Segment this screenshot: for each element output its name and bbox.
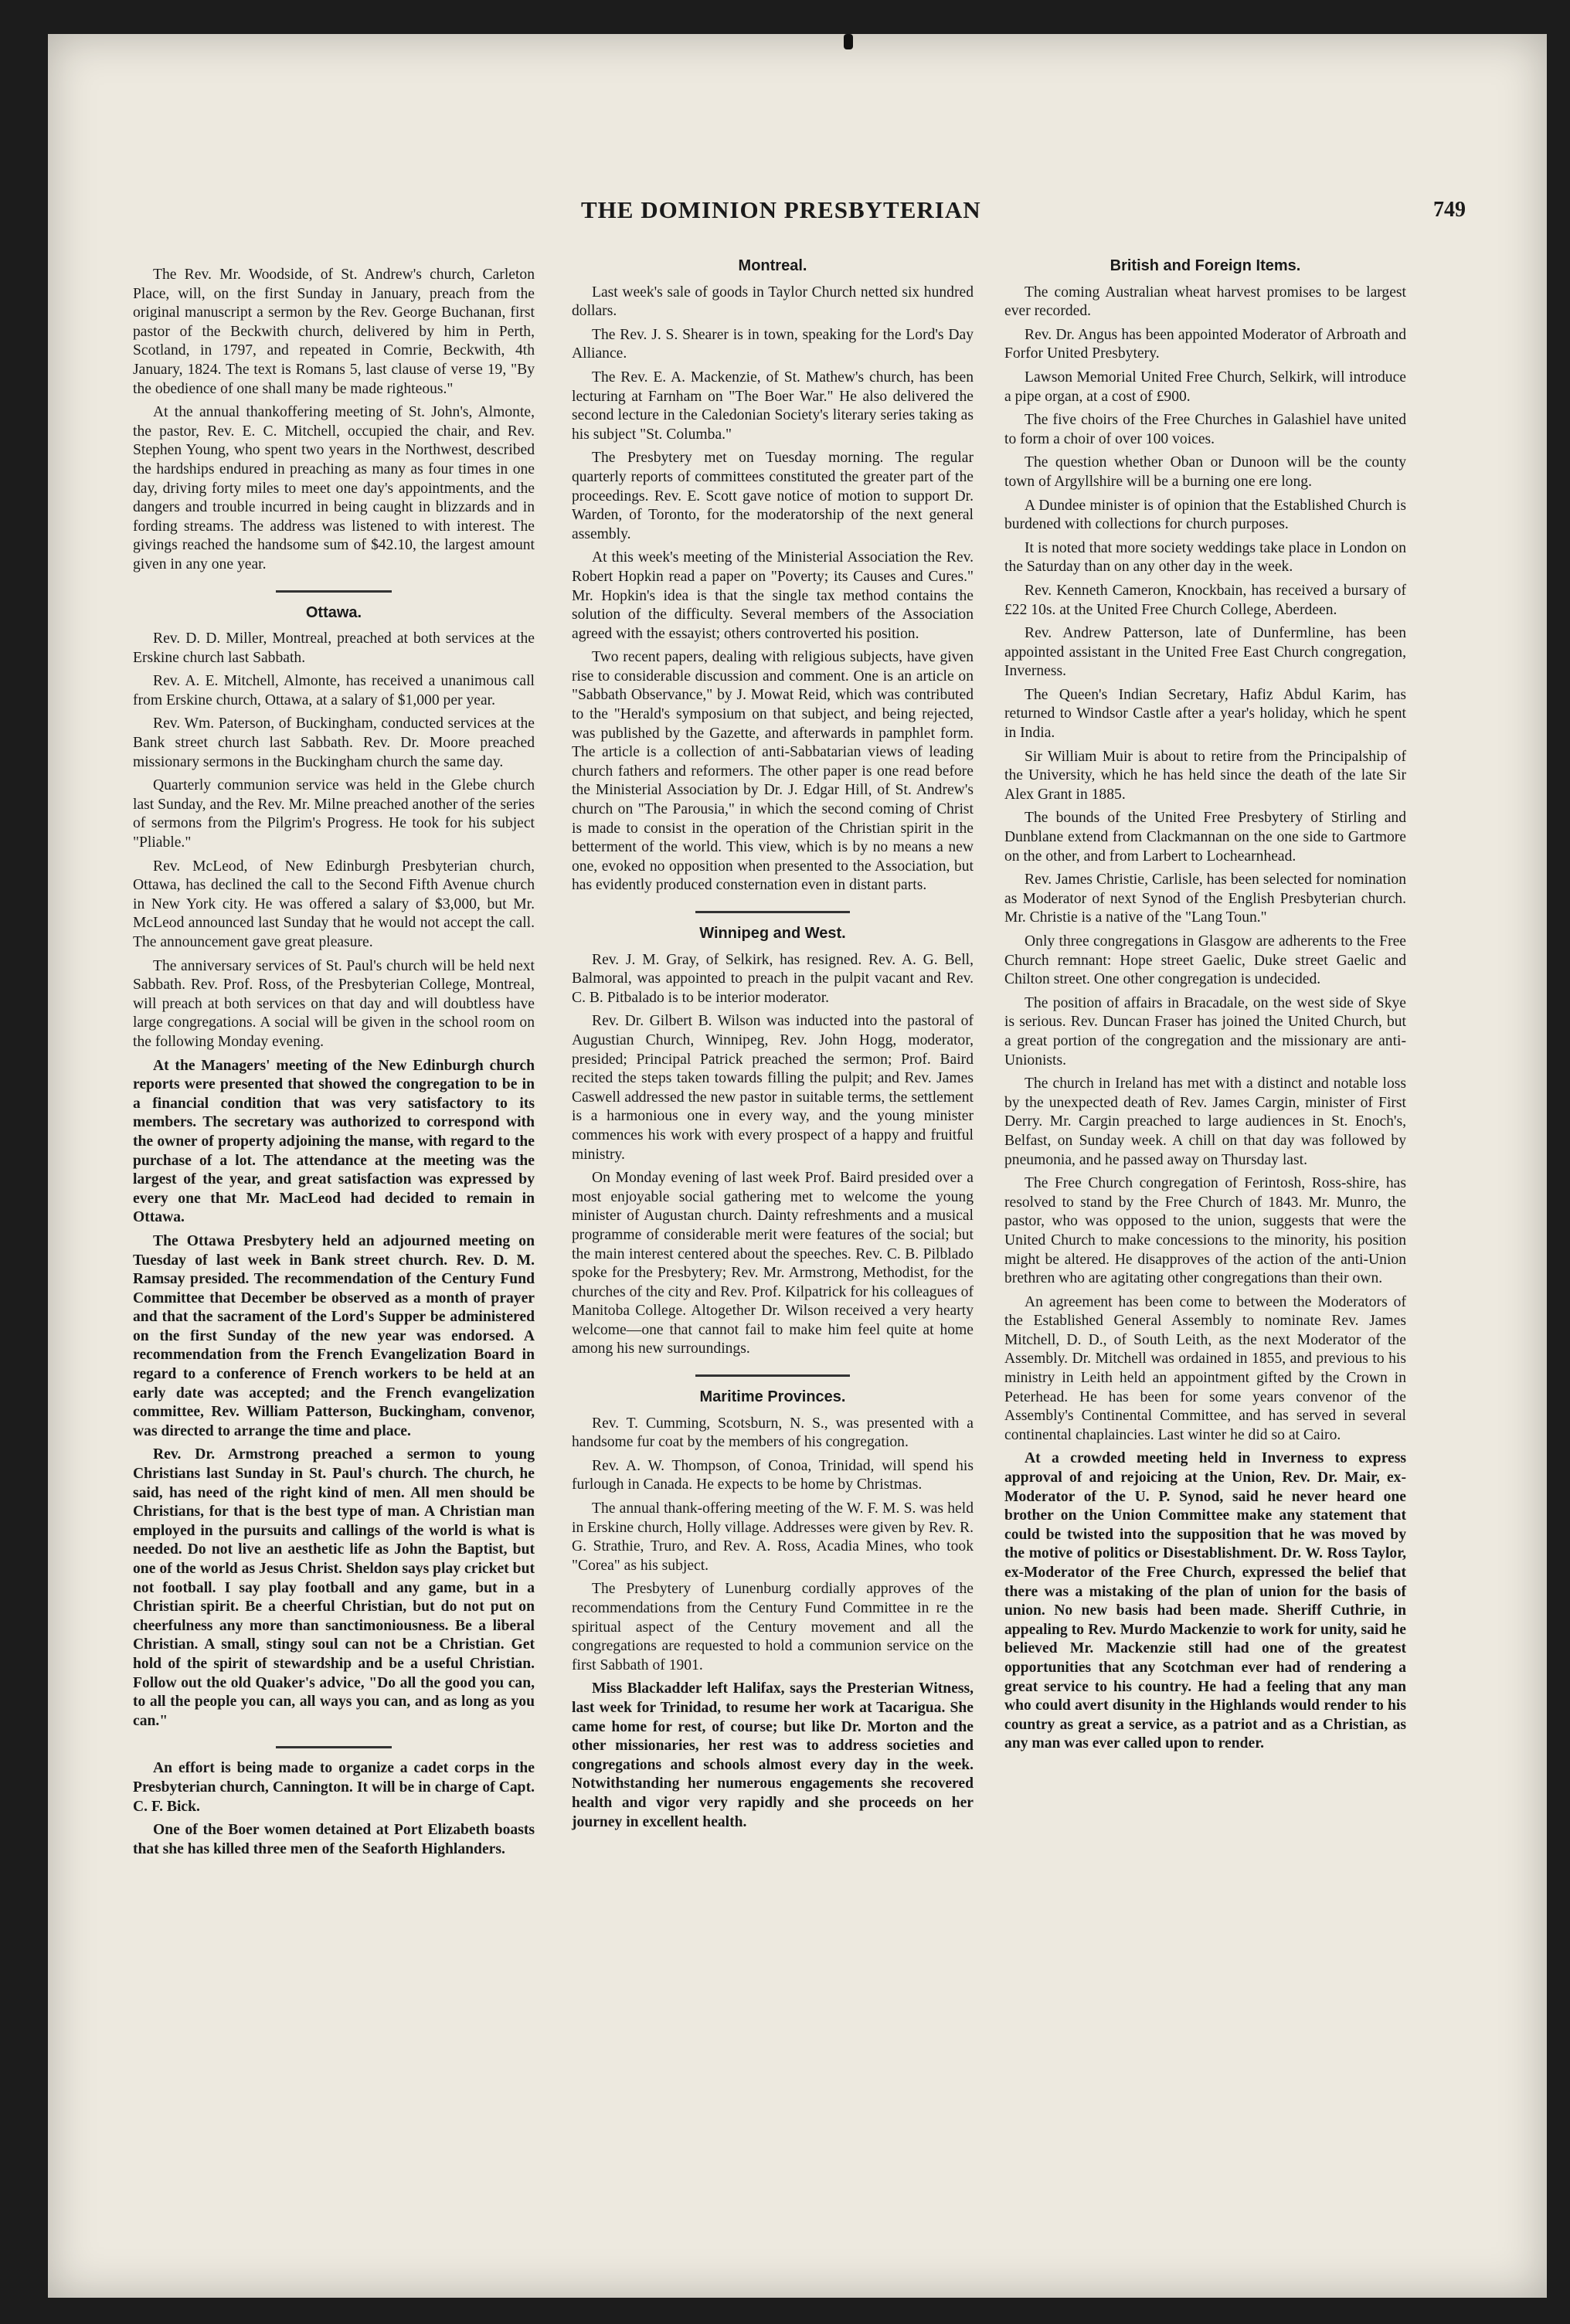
article-paragraph: Rev. A. E. Mitchell, Almonte, has received a unanimous call from Erskine church, Ottawa, at a salary of $1,000 per year.	[133, 673, 535, 708]
article-paragraph: Last week's sale of goods in Taylor Church netted six hundred dollars.	[572, 284, 974, 320]
column-middle	[572, 252, 974, 1836]
article-paragraph: At the annual thankoffering meeting of St. John's, Almonte, the pastor, Rev. E. C. Mitchell, occupied the chair, and Rev. Stephen Young, who spent two years in the Northwest, described the hardships endured in preaching as many as four times in one day, driving forty miles to meet one day's appointments, and the dangers and trouble incurred in being caught in blizzards and in fording streams. The address was listened to with interest. The givings reached the handsome sum of $42.10, the largest amount given in any one year.	[133, 404, 535, 573]
article-paragraph: At the Managers' meeting of the New Edinburgh church reports were presented that showed the congregation to be in a financial condition that was very satisfactory to its members. The secretary was authorized to correspond with the owner of property adjoining the manse, with regard to the purchase of a lot. The attendance at the meeting was the largest of the year, and great satisfaction was expressed by every one that Mr. MacLeod had decided to remain in Ottawa.	[133, 1057, 535, 1226]
section-heading-ottawa: Ottawa.	[305, 603, 362, 621]
column-right	[1004, 252, 1406, 1758]
article-paragraph: Rev. Kenneth Cameron, Knockbain, has received a bursary of £22 10s. at the United Free Church College, Aberdeen.	[1004, 582, 1406, 618]
article-paragraph: The bounds of the United Free Presbytery of Stirling and Dunblane extend from Clackmannan on the one side to Gartmore on the other, and from Larbert to Lochearnhead.	[1004, 810, 1406, 865]
article-paragraph: The annual thank-offering meeting of the W. F. M. S. was held in Erskine church, Holly village. Addresses were given by Rev. R. G. Strathie, Truro, and Rev. A. Ross, Acadia Mines, who took "Corea" as his subject.	[572, 1500, 974, 1574]
article-paragraph: The Queen's Indian Secretary, Hafiz Abdul Karim, has returned to Windsor Castle after a year's holiday, which he spent in India.	[1004, 686, 1406, 742]
section-divider	[695, 1374, 850, 1377]
article-paragraph: The anniversary services of St. Paul's church will be held next Sabbath. Rev. Prof. Ross, of the Presbyterian College, Montreal, will preach at both services on that day and will doubtless have large congregations. A social will be given in the school room on the following Monday evening.	[133, 957, 535, 1050]
article-paragraph: The Rev. J. S. Shearer is in town, speaking for the Lord's Day Alliance.	[572, 326, 974, 362]
article-paragraph: On Monday evening of last week Prof. Baird presided over a most enjoyable social gathering met to welcome the young minister of Augustan church. Dainty refreshments and a musical programme of considerable merit were features of the social; but the main interest centered about the speeches. Rev. C. B. Pilblado spoke for the Presbytery; Rev. Mr. Armstrong, Methodist, for the churches of the city and Rev. Prof. Kilpatrick for his colleagues of Manitoba College. Altogether Dr. Wilson received a very hearty welcome—one that cannot fail to make him feel quite at home among his new surroundings.	[572, 1170, 974, 1357]
article-paragraph: The Rev. Mr. Woodside, of St. Andrew's church, Carleton Place, will, on the first Sunday in January, preach from the original manuscript a sermon by the Rev. George Buchanan, first pastor of the Beckwith church, delivered by him in Perth, Scotland, in 1797, and repeated in Comrie, Beckwith, 4th January, 1824. The text is Romans 5, last clause of verse 19, "By the obedience of one shall many be made righteous."	[133, 267, 535, 397]
article-paragraph: Rev. Dr. Armstrong preached a sermon to young Christians last Sunday in St. Paul's church. The church, he said, has need of the right kind of men. All men should be Christians, for that is the best type of man. A Christian man employed in the pursuits and callings of the world is what is needed. Do not live an aesthetic life as John the Baptist, but one of the world as Jesus Christ. Sheldon says play cricket but not football. I say play football and any game, but in a Christian spirit. Be a cheerful Christian, but do not put on cheerfulness any more than sanctimoniousness. Be a liberal Christian. A small, stingy soul can not be a Christian. Get hold of the spirit of stewardship and be a useful Christian. Follow out the old Quaker's advice, "Do all the good you can, to all the people you can, all ways you can, and as long as you can."	[133, 1446, 535, 1729]
article-paragraph: The Free Church congregation of Ferintosh, Ross-shire, has resolved to stand by the Free Church of 1843. Mr. Munro, the pastor, who was opposed to the union, suggests that were the United Church to make concessions to the minority, his position might be altered. He disapproves of the action of the anti-Union brethren who are agitating other congregations than their own.	[1004, 1175, 1406, 1287]
article-paragraph: At this week's meeting of the Ministerial Association the Rev. Robert Hopkin read a paper on "Poverty; its Causes and Cures." Mr. Hopkin's idea is that the single tax method contains the solution of the difficulty. Several members of the Association agreed with the essayist; others controverted his position.	[572, 549, 974, 642]
article-paragraph: An agreement has been come to between the Moderators of the Established General Assembly to nominate Rev. James Mitchell, D. D., of South Leith, as the next Moderator of the Assembly. Dr. Mitchell was ordained in 1855, and previous to his ministry in Leith held an appointment gifted by the Crown in Peterhead. He has been for some years convenor of the Assembly's Continental Committee, and has served in several continental chaplaincies. Last winter he did so at Cairo.	[1004, 1293, 1406, 1443]
article-paragraph: Rev. Wm. Paterson, of Buckingham, conducted services at the Bank street church last Sabbath. Rev. Dr. Moore preached missionary sermons in the Buckingham church the same day.	[133, 715, 535, 770]
article-paragraph: The church in Ireland has met with a distinct and notable loss by the unexpected death of Rev. James Cargin, minister of First Derry. Mr. Cargin preached to large audiences in St. Enoch's, Belfast, on Sunday week. A chill on that day was followed by pneumonia, and he passed away on Thursday last.	[1004, 1075, 1406, 1168]
article-paragraph: The Presbytery of Lunenburg cordially approves of the recommendations from the Century Fund Committee in re the spiritual aspect of the Century movement and all the congregations are requested to hold a communion service on the first Sabbath of 1901.	[572, 1581, 974, 1673]
article-paragraph: Rev. James Christie, Carlisle, has been selected for nomination as Moderator of next Synod of the English Presbyterian church. Mr. Christie is a native of the "Lang Toun."	[1004, 872, 1406, 926]
article-paragraph: Sir William Muir is about to retire from the Principalship of the University, which he has held since the death of the late Sir Alex Grant in 1885.	[1004, 748, 1406, 803]
article-paragraph: Only three congregations in Glasgow are adherents to the Free Church remnant: Hope street Gaelic, Duke street Gaelic and Chilton street. One other congregation is undecided.	[1004, 933, 1406, 988]
article-paragraph: Quarterly communion service was held in the Glebe church last Sunday, and the Rev. Mr. Milne preached another of the series of sermons from the Pilgrim's Progress. He took for his subject "Pliable."	[133, 777, 535, 851]
article-paragraph: Rev. T. Cumming, Scotsburn, N. S., was presented with a handsome fur coat by the members of his congregation.	[572, 1415, 974, 1451]
article-paragraph: At a crowded meeting held in Inverness to express approval of and rejoicing at the Union, Rev. Dr. Mair, ex-Moderator of the U. P. Synod, said he never heard one brother on the Union Committee make any statement that could be twisted into the supposition that he was moved by the motive of politics or Disestablishment. Dr. W. Ross Taylor, ex-Moderator of the Free Church, expressed the belief that there was a mistaking of the plan of union for the basis of union. No new basis had been made. Sheriff Cuthrie, in appealing to Rev. Murdo Mackenzie to work for unity, said he believed Mr. Mackenzie still had one of the greatest opportunities that any Scotchman ever had of rendering a great service to his country. He had a feeling that any man who could avert disunity in the Highlands would render to his country as great a service, as a patriot and as a Christian, as any man was ever called upon to render.	[1004, 1450, 1406, 1752]
article-paragraph: Lawson Memorial United Free Church, Selkirk, will introduce a pipe organ, at a cost of £900.	[1004, 369, 1406, 405]
article-paragraph: Rev. Dr. Gilbert B. Wilson was inducted into the pastoral of Augustian Church, Winnipeg, Rev. John Hogg, moderator, presided; Principal Patrick preached the sermon; Prof. Baird recited the steps taken towards filling the pulpit; and Rev. James Caswell addressed the new pastor in suitable terms, the settlement is a harmonious one in every way, and the young minister commences his work with every prospect of a happy and fruitful ministry.	[572, 1013, 974, 1163]
article-paragraph: Rev. McLeod, of New Edinburgh Presbyterian church, Ottawa, has declined the call to the Second Fifth Avenue church in New York city. He was offered a salary of $3,000, but Mr. McLeod announced last Sunday that he would not accept the call. The announcement gave great pleasure.	[133, 858, 535, 950]
page-header	[48, 34, 1547, 243]
article-paragraph: The Rev. E. A. Mackenzie, of St. Mathew's church, has been lecturing at Farnham on "The Boer War." He also delivered the second lecture in the Caledonian Society's literary series taking as his subject "St. Columba."	[572, 369, 974, 443]
column-left	[133, 266, 535, 1864]
section-divider	[695, 911, 850, 913]
article-paragraph: Miss Blackadder left Halifax, says the Presterian Witness, last week for Trinidad, to resume her work at Tacarigua. She came home for rest, of course; but like Dr. Morton and the other missionaries, her rest was to address societies and congregations and schools almost every day in the week. Notwithstanding her numerous engagements she recovered health and vigor very rapidly and she proceeds on her journey in excellent health.	[572, 1680, 974, 1830]
article-paragraph: The five choirs of the Free Churches in Galashiel have united to form a choir of over 100 voices.	[1004, 412, 1406, 447]
article-paragraph: The position of affairs in Bracadale, on the west side of Skye is serious. Rev. Duncan Fraser has joined the United Church, but a great portion of the congregation and the missionary are anti-Unionists.	[1004, 994, 1406, 1069]
newspaper-page	[48, 34, 1547, 2298]
article-paragraph: An effort is being made to organize a cadet corps in the Presbyterian church, Cannington. It will be in charge of Capt. C. F. Bick.	[133, 1760, 535, 1815]
article-paragraph: The Ottawa Presbytery held an adjourned meeting on Tuesday of last week in Bank street church. Rev. D. M. Ramsay presided. The recommendation of the Century Fund Committee that December be observed as a month of prayer and that the sacrament of the Lord's Supper be administered on the first Sunday of the new year was endorsed. A recommendation from the French Evangelization Board in regard to a conference of French workers to be held at an early date was accepted; and the French evangelization committee, Rev. William Patterson, Buckingham, convenor, was directed to arrange the time and place.	[133, 1232, 535, 1439]
section-heading-montreal: Montreal.	[738, 257, 807, 274]
section-heading-maritime: Maritime Provinces.	[699, 1388, 846, 1406]
article-paragraph: Two recent papers, dealing with religious subjects, have given rise to considerable discussion and comment. One is an article on "Sabbath Observance," by J. Mowat Reid, which was contributed to the "Herald's symposium on that subject, and being rejected, was published by the Gazette, and afterwards in pamphlet form. The article is a collection of anti-Sabbatarian views of leading church fathers and reformers. The other paper is one read before the Ministerial Association by Dr. J. Edgar Hill, of St. Andrew's church on "The Parousia," in which the second coming of Christ is made to consist in the operation of the Christian spirit in the betterment of the world. This view, which is by no means a new one, evoked no opposition when presented to the Association, but has evidently produced consternation even in distant parts.	[572, 649, 974, 894]
page-number: 749	[1433, 198, 1466, 222]
article-paragraph: The Presbytery met on Tuesday morning. The regular quarterly reports of committees constituted the greater part of the proceedings. Rev. E. Scott gave notice of motion to support Dr. Warden, of Toronto, for the moderatorship of the next general assembly.	[572, 450, 974, 542]
article-paragraph: The question whether Oban or Dunoon will be the county town of Argyllshire will be a burning one ere long.	[1004, 454, 1406, 490]
section-divider	[276, 1746, 392, 1748]
article-paragraph: A Dundee minister is of opinion that the Established Church is burdened with collections for church purposes.	[1004, 497, 1406, 533]
article-paragraph: Rev. Dr. Angus has been appointed Moderator of Arbroath and Forfor United Presbytery.	[1004, 326, 1406, 362]
article-paragraph: Rev. A. W. Thompson, of Conoa, Trinidad, will spend his furlough in Canada. He expects to be home by Christmas.	[572, 1457, 974, 1493]
article-paragraph: Rev. J. M. Gray, of Selkirk, has resigned. Rev. A. G. Bell, Balmoral, was appointed to preach in the pulpit vacant and Rev. C. B. Pitbalado is to be interior moderator.	[572, 951, 974, 1006]
article-paragraph: The coming Australian wheat harvest promises to be largest ever recorded.	[1004, 284, 1406, 320]
page-title: THE DOMINION PRESBYTERIAN	[581, 196, 981, 223]
section-heading-british-foreign: British and Foreign Items.	[1110, 257, 1301, 274]
article-paragraph: Rev. D. D. Miller, Montreal, preached at both services at the Erskine church last Sabbath.	[133, 630, 535, 666]
section-heading-winnipeg: Winnipeg and West.	[699, 925, 846, 942]
article-paragraph: Rev. Andrew Patterson, late of Dunfermline, has been appointed assistant in the United Free East Church congregation, Inverness.	[1004, 625, 1406, 680]
article-paragraph: One of the Boer women detained at Port Elizabeth boasts that she has killed three men of the Seaforth Highlanders.	[133, 1822, 535, 1857]
section-divider	[276, 590, 392, 593]
article-paragraph: It is noted that more society weddings take place in London on the Saturday than on any other day in the week.	[1004, 539, 1406, 576]
